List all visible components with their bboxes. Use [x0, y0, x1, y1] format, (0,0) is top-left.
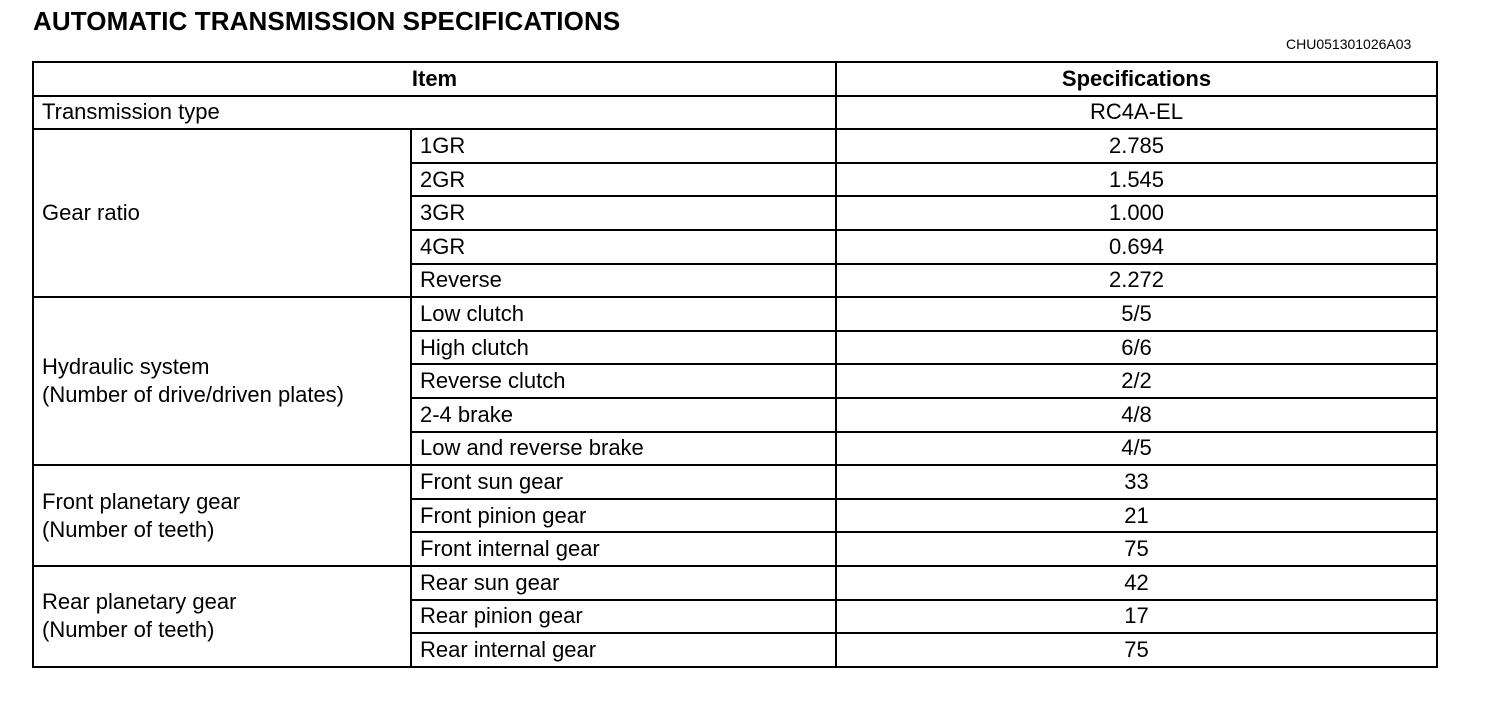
- transmission-type-label: Transmission type: [33, 96, 836, 130]
- row-item-value: 1.545: [836, 163, 1437, 197]
- row-item-value: 1.000: [836, 196, 1437, 230]
- gear-ratio-label: [33, 129, 411, 297]
- table-row: [33, 96, 1437, 130]
- row-item-name: 1GR: [411, 129, 836, 163]
- group-label-line1: Rear planetary gear: [42, 589, 237, 615]
- row-item-value: 4/8: [836, 398, 1437, 432]
- row-item-value: 2.785: [836, 129, 1437, 163]
- header-item: Item: [33, 62, 836, 96]
- hydraulic-system-label: [33, 297, 411, 465]
- row-item-name: Low and reverse brake: [411, 432, 836, 466]
- document-code: CHU051301026A03: [1286, 36, 1412, 52]
- front-planetary-gear-label: [33, 465, 411, 566]
- row-item-name: Low clutch: [411, 297, 836, 331]
- row-item-name: Rear pinion gear: [411, 600, 836, 634]
- row-item-value: 2.272: [836, 264, 1437, 298]
- group-label-text: Gear ratio: [42, 200, 140, 226]
- row-item-name: 4GR: [411, 230, 836, 264]
- table-row: [33, 297, 1437, 331]
- row-item-name: Rear internal gear: [411, 633, 836, 667]
- group-label-line2: (Number of drive/driven plates): [42, 382, 345, 408]
- document-title: AUTOMATIC TRANSMISSION SPECIFICATIONS: [33, 6, 621, 36]
- row-item-value: 33: [836, 465, 1437, 499]
- row-item-value: 42: [836, 566, 1437, 600]
- row-item-name: 2-4 brake: [411, 398, 836, 432]
- group-label-line1: Front planetary gear: [42, 488, 241, 514]
- row-item-name: High clutch: [411, 331, 836, 365]
- header-specifications: Specifications: [836, 62, 1437, 96]
- row-item-value: 75: [836, 532, 1437, 566]
- transmission-type-value: RC4A-EL: [836, 96, 1437, 130]
- table-header-row: [33, 62, 1437, 96]
- table-row: [33, 465, 1437, 499]
- row-item-value: 6/6: [836, 331, 1437, 365]
- row-item-name: Front pinion gear: [411, 499, 836, 533]
- group-label-line2: (Number of teeth): [42, 516, 215, 542]
- row-item-name: Reverse: [411, 264, 836, 298]
- row-item-value: 75: [836, 633, 1437, 667]
- row-item-value: 2/2: [836, 364, 1437, 398]
- row-item-name: 3GR: [411, 196, 836, 230]
- specifications-table: [32, 61, 1438, 668]
- row-item-name: Front sun gear: [411, 465, 836, 499]
- row-item-name: Front internal gear: [411, 532, 836, 566]
- row-item-value: 0.694: [836, 230, 1437, 264]
- row-item-value: 5/5: [836, 297, 1437, 331]
- row-item-name: 2GR: [411, 163, 836, 197]
- table-row: [33, 566, 1437, 600]
- group-label-line2: (Number of teeth): [42, 617, 215, 643]
- row-item-value: 17: [836, 600, 1437, 634]
- rear-planetary-gear-label: [33, 566, 411, 667]
- group-label-line1: Hydraulic system: [42, 354, 210, 380]
- row-item-value: 4/5: [836, 432, 1437, 466]
- row-item-name: Reverse clutch: [411, 364, 836, 398]
- table-row: [33, 129, 1437, 163]
- row-item-name: Rear sun gear: [411, 566, 836, 600]
- row-item-value: 21: [836, 499, 1437, 533]
